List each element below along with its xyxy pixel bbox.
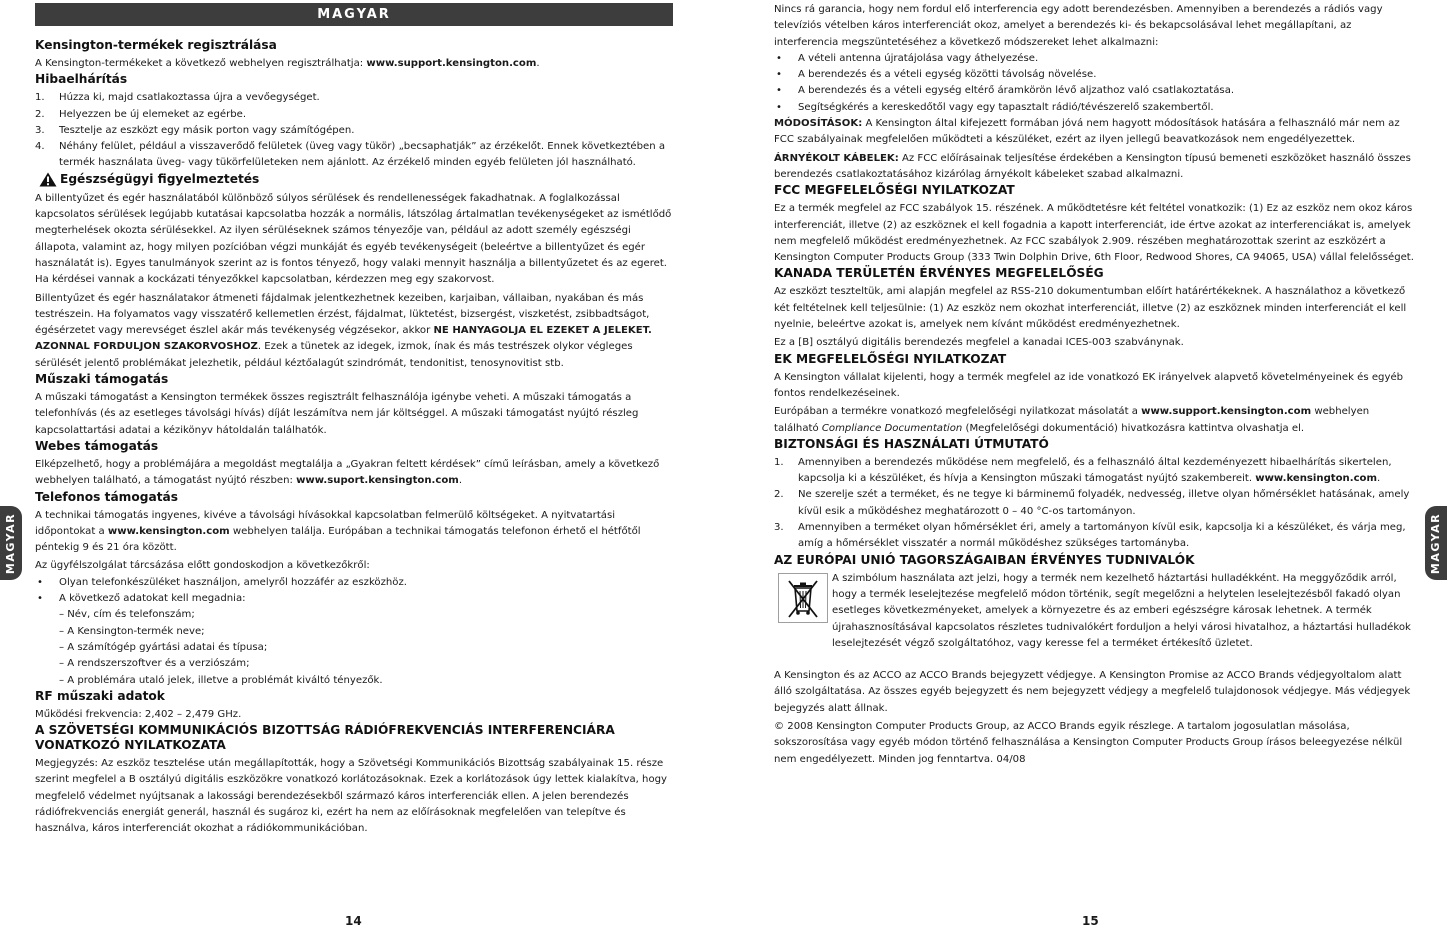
canada-text-2: Ez a [B] osztályú digitális berendezés megfelel a kanadai ICES-003 szabványnak. bbox=[774, 337, 1184, 349]
list-item: 4. Néhány felület, például a visszaverődő felületek (üveg vagy tükör) „becsaphatják” az érzékelőt. Ennek következtében a termék használata üveg- vagy tükörfelületeken nem ajánlott. Az érzékelő minden egyéb felületen jól használható. bbox=[35, 141, 666, 169]
canada-section bbox=[774, 266, 1414, 351]
language-header: MAGYAR bbox=[35, 3, 673, 26]
fcc-conformity-title: FCC MEGFELELŐSÉGI NYILATKOZAT bbox=[774, 183, 1015, 198]
phone-support-list bbox=[35, 575, 672, 689]
fcc-conformity-section bbox=[774, 183, 1414, 266]
list-item: 3. Amennyiben a terméket olyan hőmérséklet éri, amely a tartományon kívül esik, kapcsolja ki a készüléket, és várja meg, amíg a hőmérséklet visszatér a normál működéshez szükséges tartományba. bbox=[774, 522, 1406, 550]
list-item: – A problémára utaló jelek, illetve a problémát kiváltó tényezők. bbox=[59, 674, 383, 686]
phone-support-url[interactable]: www.kensington.com bbox=[107, 525, 230, 537]
eu-conformity-section bbox=[774, 352, 1414, 437]
web-support-title: Webes támogatás bbox=[35, 438, 159, 453]
fcc-conformity-text: Ez a termék megfelel az FCC szabályok 15. részének. A működtetésre két feltétel vonatkozik: (1) Ez az eszköz nem okoz káros interferenciát, illetve (2) az eszköznek el kell fogadnia a kapott interferenciát, ide értve azokat az interferenciákat is, amelyek nem megfelelő működést eredményezhetnek. Az FCC szabályok 2.909. részében meghatározottak szerint az eszközért a Kensington Computer Products Group (333 Twin Dolphin Drive, 6th Floor, Redwood Shores, CA 94065, USA) vállal felelősséget. bbox=[774, 203, 1414, 264]
list-item: • A vételi antenna újratájolása vagy áthelyezése. bbox=[776, 52, 1039, 64]
phone-support-text-1: A technikai támogatás ingyenes, kivéve a távolsági hívásokkal kapcsolatban felmerülő költségeket. A nyitvatartási időpontokat a www.kensington.com webhelyen találja. Európában a technikai támogatás telefonon érhető el hétfőtől péntekig 9 és 21 óra között. bbox=[35, 509, 641, 554]
shielded-cables-text: ÁRNYÉKOLT KÁBELEK: Az FCC előírásainak teljesítése érdekében a Kensington típusú bemeneti eszközöket használó összes berendezés csatlakoztatásához kizárólag árnyékolt kábeleket szabad alkalmazni. bbox=[774, 152, 1411, 180]
troubleshooting-title: Hibaelhárítás bbox=[35, 72, 128, 87]
rf-specs-text: Működési frekvencia: 2,402 – 2,479 GHz. bbox=[35, 708, 242, 720]
phone-support-title: Telefonos támogatás bbox=[35, 489, 178, 504]
list-item: • A berendezés és a vételi egység eltérő áramkörön lévő aljzathoz való csatlakoztatása. bbox=[776, 85, 1235, 97]
list-item: • A berendezés és a vételi egység közötti távolság növelése. bbox=[776, 69, 1097, 81]
health-warning-section bbox=[35, 172, 672, 372]
copyright-text: © 2008 Kensington Computer Products Group, az ACCO Brands egyik részlege. A tartalom jogosulatlan másolása, sokszorosítása vagy egyéb módon történő felhasználása a Kensington Computer Products Group írásos beleegyezése nélkül nem engedélyezett. Minden jog fenntartva. 04/08 bbox=[774, 720, 1403, 765]
trademark-text: A Kensington és az ACCO az ACCO Brands bejegyzett védjegye. A Kensington Promise az ACCO Brands védjegyoltalom alatt álló szolgáltatása. Az összes egyéb bejegyzett és nem bejegyzett védjegy a megfelelő tulajdonosok védjegye. Más védjegyek bejegyzés alatt állnak. bbox=[774, 670, 1411, 714]
canada-title: KANADA TERÜLETÉN ÉRVÉNYES MEGFELELŐSÉG bbox=[774, 266, 1104, 281]
phone-support-text-2: Az ügyfélszolgálat tárcsázása előtt gondoskodjon a következőkről: bbox=[35, 560, 370, 572]
list-item: – A rendszerszoftver és a verziószám; bbox=[59, 658, 250, 670]
list-item: – Név, cím és telefonszám; bbox=[59, 609, 195, 621]
tech-support-title: Műszaki támogatás bbox=[35, 372, 169, 387]
right-page bbox=[724, 0, 1447, 929]
health-warning-text-2: Billentyűzet és egér használatakor átmeneti fájdalmak jelentkezhetnek kezeiben, karjaiban, vállaiban, nyakában és más testrészein. Ha folyamatos vagy visszatérő kellemetlen érzést, fájdalmat, lüktetést, bizsergést, viszketést, zsibbadtságot, égésérzetet vagy merevséget észlel akár más tevékenység végzésekor, akkor NE HANYAGOLJA EL EZEKET A JELEKET. AZONNAL FORDULJON SZAKORVOSHOZ. Ezek a tünetek az idegek, izmok, ínak és más testrészek olykor végleges sérülését jelentő problémákat jelezhetik, például kéztőalagút szindrómát, tendonitist, tenosynovitist stb. bbox=[35, 292, 652, 369]
interference-list bbox=[774, 51, 1414, 116]
side-language-tab: MAGYAR bbox=[1425, 506, 1447, 580]
list-item: 1. Amennyiben a berendezés működése nem megfelelő, és a felhasználó által kezdeményezett hibaelhárítás sikertelen, kapcsolja ki a készüléket, és hívja a Kensington műszaki támogatást nyújtó szakembereit. www.kensington.com. bbox=[774, 456, 1392, 485]
right-column bbox=[774, 2, 1414, 768]
web-support-section bbox=[35, 439, 672, 490]
safety-list bbox=[774, 455, 1414, 553]
fcc-interference-text: Megjegyzés: Az eszköz tesztelése után megállapították, hogy a Szövetségi Kommunikációs Bizottság szabályainak 15. része szerint megfelel a B osztályú digitális eszközökre vonatkozó korlátozásoknak. Ezek a korlátozások úgy lettek kialakítva, hogy megfelelő védelmet nyújtsanak a lakossági berendezésekből származó káros interferenciák ellen. A jelen berendezés rádiófrekvenciás energiát generál, használ és sugároz ki, ezért ha nem az előírásoknak megfelelően van telepítve és használva, káros interferenciát okozhat a rádiókommunikációban. bbox=[35, 758, 668, 835]
canada-text-1: Az eszközt teszteltük, ami alapján megfelel az RSS-210 dokumentumban előírt határértékeknek. A használathoz a következő két feltételnek kell teljesülnie: (1) Az eszköz nem okozhat interferenciát, illetve (2) az eszköznek minden interferenciát el kell nyelnie, beleértve azokat is, amelyek nem kívánt működést eredményezhetnek. bbox=[774, 286, 1407, 331]
registration-url[interactable]: www.support.kensington.com bbox=[366, 58, 537, 69]
side-language-tab: MAGYAR bbox=[0, 506, 22, 580]
interference-intro: Nincs rá garancia, hogy nem fordul elő interferencia egy adott berendezésben. Amennyiben a berendezés a rádiós vagy televíziós vételben káros interferenciát okoz, amelyet a berendezés ki- és bekapcsolásával lehet megállapítani, az interferencia megszüntetéséhez a következő módszereket lehet alkalmazni: bbox=[774, 4, 1383, 48]
list-item: 2. Ne szerelje szét a terméket, és ne tegye ki bárminemű folyadék, nedvesség, illetve olyan hőmérséklet hatásának, amely kívül esik a működéshez meghatározott 0 – 40 °C-os tartományon. bbox=[774, 489, 1410, 517]
list-item: • Segítségkérés a kereskedőtől vagy egy tapasztalt rádió/tévészerelő szakembertől. bbox=[776, 101, 1214, 113]
health-warning-title: Egészségügyi figyelmeztetés bbox=[35, 172, 259, 187]
registration-title: Kensington-termékek regisztrálása bbox=[35, 38, 277, 52]
modifications-text: MÓDOSÍTÁSOK: A Kensington által kifejezett formában jóvá nem hagyott módosítások hatására a felhasználó már nem az FCC szabályainak megfelelően működteti a készüléket, ezért az ilyen jellegű beavatkozások nem engedélyezettek. bbox=[774, 118, 1400, 146]
eu-url[interactable]: www.support.kensington.com bbox=[1141, 406, 1312, 418]
web-support-text: Elképzelhető, hogy a problémájára a megoldást megtalálja a „Gyakran feltett kérdések” című leírásban, amely a következő webhelyen található, a támogatást nyújtó részben: www.suport.kensington.com. bbox=[35, 458, 660, 487]
phone-support-section bbox=[35, 490, 672, 689]
rf-specs-section bbox=[35, 689, 672, 723]
safety-url[interactable]: www.kensington.com bbox=[1255, 473, 1378, 485]
weee-title: AZ EURÓPAI UNIÓ TAGORSZÁGAIBAN ÉRVÉNYES TUDNIVALÓK bbox=[774, 552, 1195, 567]
list-item: – A Kensington-termék neve; bbox=[59, 625, 205, 637]
weee-text: A szimbólum használata azt jelzi, hogy a termék nem kezelhető háztartási hulladékként. Ha meggyőződik arról, hogy a termék leselejtezése megfelelő módon történik, segít megelőzni a helytelen leselejtezésből fakadó olyan esetleges következményeket, amelyek a környezetre és az emberi egészségre károsak lehetnek. A termék újrahasznosításával kapcsolatos részletes tudnivalókért forduljon a helyi városi hivatalhoz, a háztartási hulladékok leselejtezését végző szolgáltatóhoz, vagy keresse fel a terméket értékesítő üzletet. bbox=[832, 572, 1411, 649]
warning-icon bbox=[39, 172, 57, 187]
crossed-bin-icon bbox=[778, 573, 828, 623]
weee-block bbox=[774, 571, 1414, 652]
list-item: 3. Tesztelje az eszközt egy másik porton vagy számítógépen. bbox=[35, 124, 355, 136]
troubleshooting-section bbox=[35, 72, 672, 171]
list-item: 2. Helyezzen be új elemeket az egérbe. bbox=[35, 108, 247, 120]
fcc-interference-section bbox=[35, 723, 672, 837]
left-column bbox=[35, 38, 672, 838]
weee-section bbox=[774, 553, 1414, 652]
registration-text: A Kensington-termékeket a következő webhelyen regisztrálhatja: www.support.kensington.com. bbox=[35, 58, 540, 69]
troubleshooting-list bbox=[35, 90, 672, 171]
registration-section bbox=[35, 38, 672, 72]
web-support-url[interactable]: www.suport.kensington.com bbox=[296, 475, 459, 487]
list-item: • Olyan telefonkészüléket használjon, amelyről hozzáfér az eszközhöz. bbox=[37, 576, 407, 588]
eu-conformity-text-1: A Kensington vállalat kijelenti, hogy a termék megfelel az ide vonatkozó EK irányelvek alapvető követelményeinek és egyéb fontos rendelkezéseinek. bbox=[774, 371, 1404, 399]
list-item: – A számítógép gyártási adatai és típusa; bbox=[59, 641, 268, 653]
rf-specs-title: RF műszaki adatok bbox=[35, 688, 165, 703]
tech-support-section bbox=[35, 372, 672, 439]
fcc-interference-title: A SZÖVETSÉGI KOMMUNIKÁCIÓS BIZOTTSÁG RÁDIÓFREKVENCIÁS INTERFERENCIÁRA VONATKOZÓ NYILATKOZATA bbox=[35, 723, 615, 753]
list-item: 1. Húzza ki, majd csatlakoztassa újra a vevőegységet. bbox=[35, 92, 320, 104]
tech-support-text: A műszaki támogatást a Kensington termékek összes regisztrált felhasználója igénybe veheti. A műszaki támogatás a telefonhívás (és az esetleges távolsági hívás) díját leszámítva nem jár költséggel. A műszaki támogatást nyújtó részleg kapcsolattartási adatai a kézikönyv hátoldalán találhatók. bbox=[35, 392, 639, 436]
page-number: 14 bbox=[345, 914, 362, 928]
eu-conformity-title: EK MEGFELELŐSÉGI NYILATKOZAT bbox=[774, 351, 1007, 366]
safety-title: BIZTONSÁGI ÉS HASZNÁLATI ÚTMUTATÓ bbox=[774, 436, 1049, 451]
safety-section bbox=[774, 437, 1414, 553]
eu-conformity-text-2: Európában a termékre vonatkozó megfelelőségi nyilatkozat másolatát a www.support.kensington.com webhelyen található Compliance Documentation (Megfelelőségi dokumentáció) hivatkozásra kattintva olvashatja el. bbox=[774, 406, 1370, 434]
list-item: • A következő adatokat kell megadnia: bbox=[37, 593, 246, 605]
page-number: 15 bbox=[1082, 914, 1099, 928]
health-warning-text-1: A billentyűzet és egér használatából különböző súlyos sérülések és rendellenességek fakadhatnak. A foglalkozással kapcsolatos sérülések legújabb kutatásai kapcsolatba hozzák a normális, látszólag ártalmatlan tevékenységeket az ismétlődő megterhelések okozta sérülésekkel. Az ilyen sérüléseknek számos tényezője van, például az adott személy egészségi állapota, valamint az, hogy milyen pozícióban végzi munkáját és egyéb tevékenységeit (beleértve a billentyűzet és egér használatát is). Egyes tanulmányok szerint az is fontos tényező, hogy valaki mennyit használja a billentyűzetet és az egeret. Ha kérdései vannak a kockázati tényezőkkel kapcsolatban, kérdezzen meg egy szakorvost. bbox=[35, 192, 672, 286]
